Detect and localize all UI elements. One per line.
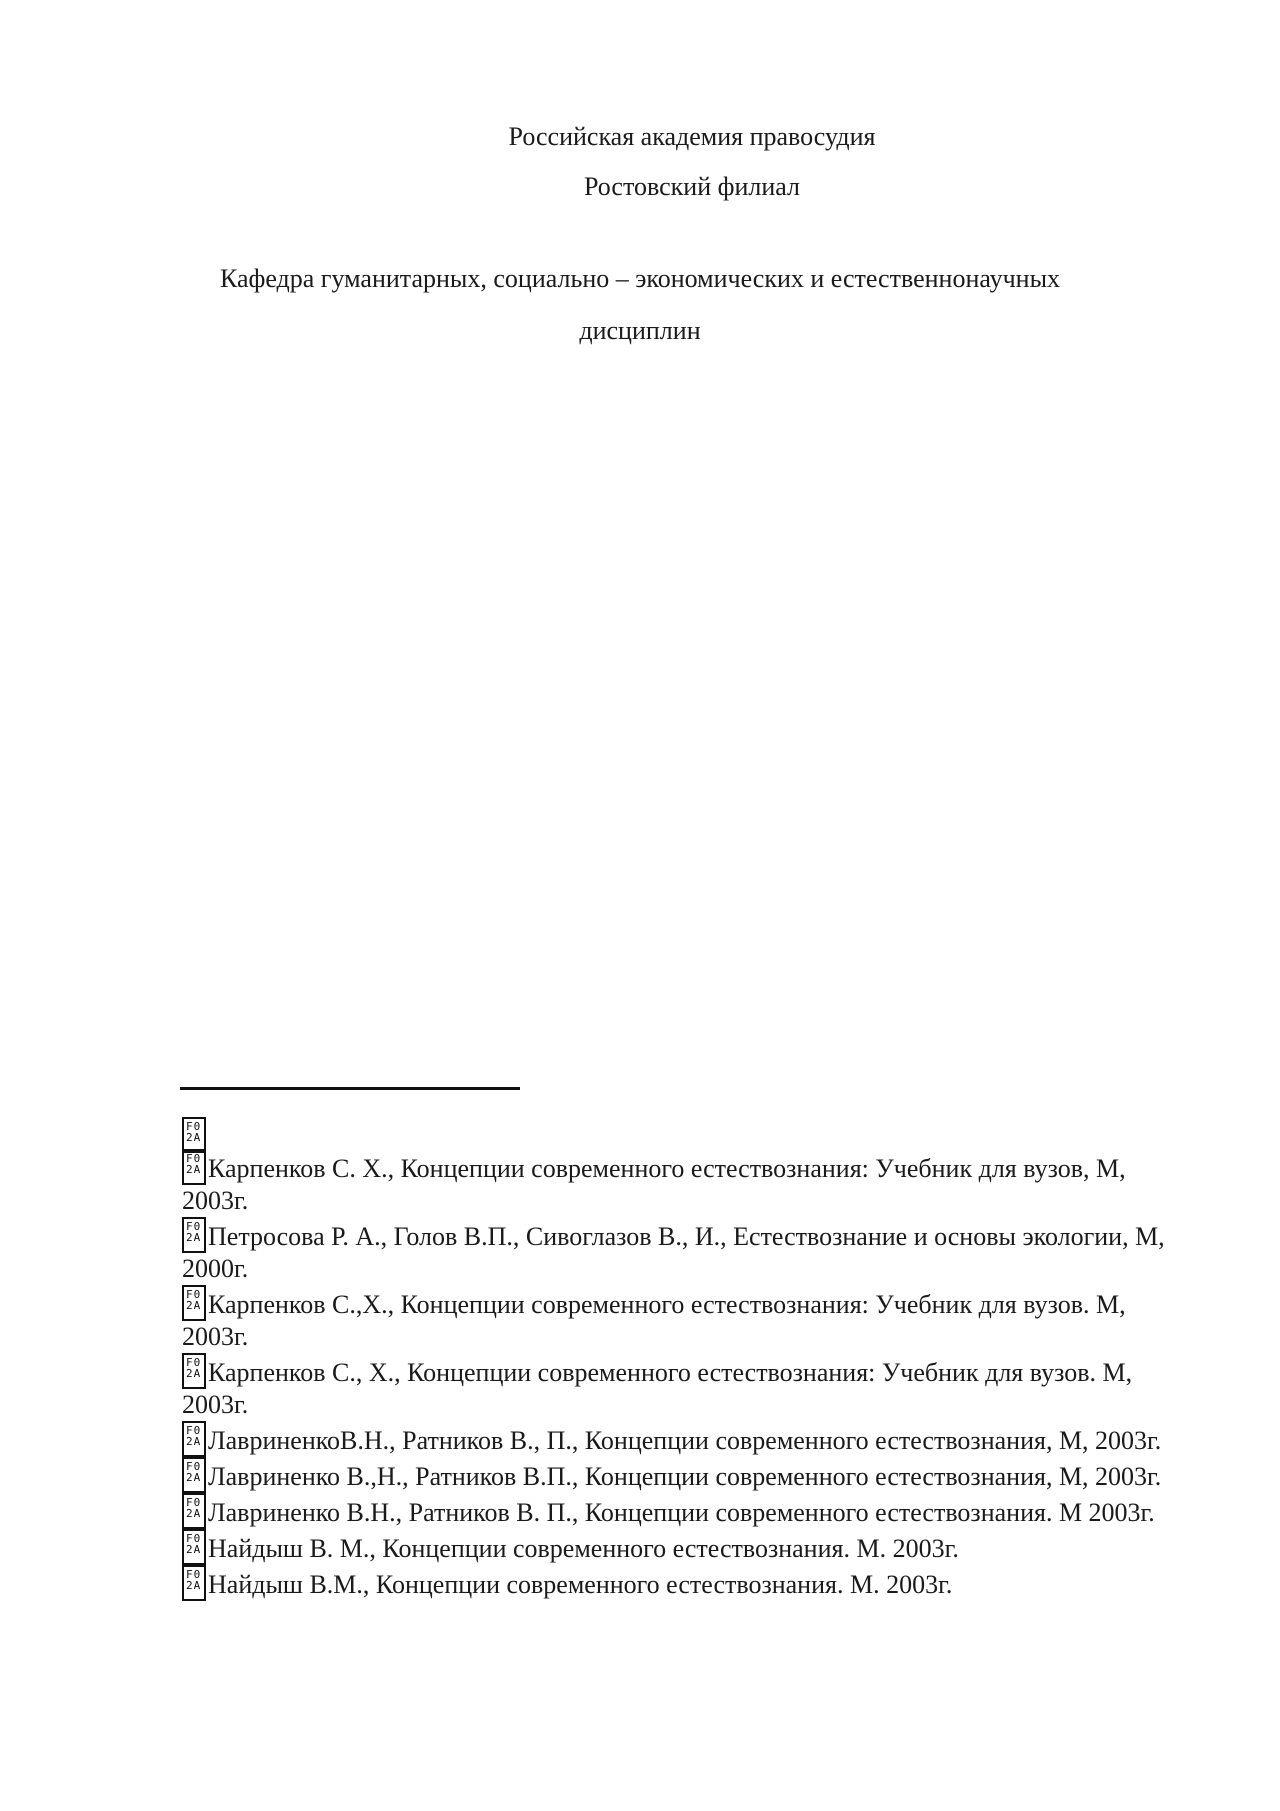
academy-name: Российская академия правосудия [508,122,876,151]
footnote-marker-icon: F0 2A [182,1529,206,1565]
footnote-text: Карпенков С., Х., Концепции современного естествознания: Учебник для вузов. М, 2003г. [182,1358,1133,1419]
footnote-marker-icon: F0 2A [182,1117,206,1153]
footnote-item [182,1421,1192,1457]
footnote-item [182,1117,1192,1149]
branch-name: Ростовский филиал [583,172,801,201]
footnote-item [182,1565,1192,1601]
department-name-line-2: дисциплин [579,316,701,345]
footnote-marker-icon: F0 2A [182,1217,206,1253]
footnote-marker-icon: F0 2A [182,1493,206,1529]
footnote-item [182,1149,1192,1217]
footnote-marker-icon: F0 2A [182,1285,206,1321]
footnote-marker-icon: F0 2A [182,1421,206,1457]
footnote-item [182,1529,1192,1565]
footnote-item [182,1217,1192,1285]
footnote-item [182,1285,1192,1353]
footnote-text: Петросова Р. А., Голов В.П., Сивоглазов В., И., Естествознание и основы экологии, М, 2000г. [182,1222,1165,1283]
footnotes-list [182,1117,1192,1601]
footnote-item [182,1493,1192,1529]
footnote-text: Найдыш В. М., Концепции современного естествознания. М. 2003г. [208,1534,959,1563]
footnote-marker-icon: F0 2A [182,1457,206,1493]
footnote-text: Лавриненко В.,Н., Ратников В.П., Концепции современного естествознания, М, 2003г. [208,1462,1162,1491]
footnote-text: Карпенков С.,Х., Концепции современного естествознания: Учебник для вузов. М, 2003г. [182,1290,1126,1351]
department-name-line-1: Кафедра гуманитарных, социально – экономических и естественнонаучных [219,264,1061,293]
footnote-text: Карпенков С. Х., Концепции современного естествознания: Учебник для вузов, М, 2003г. [182,1154,1126,1215]
footnote-text: ЛавриненкоВ.Н., Ратников В., П., Концепции современного естествознания, М, 2003г. [208,1426,1162,1455]
footnote-separator [180,1087,520,1090]
footnote-marker-icon: F0 2A [182,1353,206,1389]
footnote-marker-icon: F0 2A [182,1149,206,1185]
footnote-text: Лавриненко В.Н., Ратников В. П., Концепции современного естествознания. М 2003г. [208,1498,1155,1527]
footnote-marker-icon: F0 2A [182,1565,206,1601]
footnote-text: Найдыш В.М., Концепции современного естествознания. М. 2003г. [208,1570,953,1599]
footnote-item [182,1457,1192,1493]
footnote-item [182,1353,1192,1421]
